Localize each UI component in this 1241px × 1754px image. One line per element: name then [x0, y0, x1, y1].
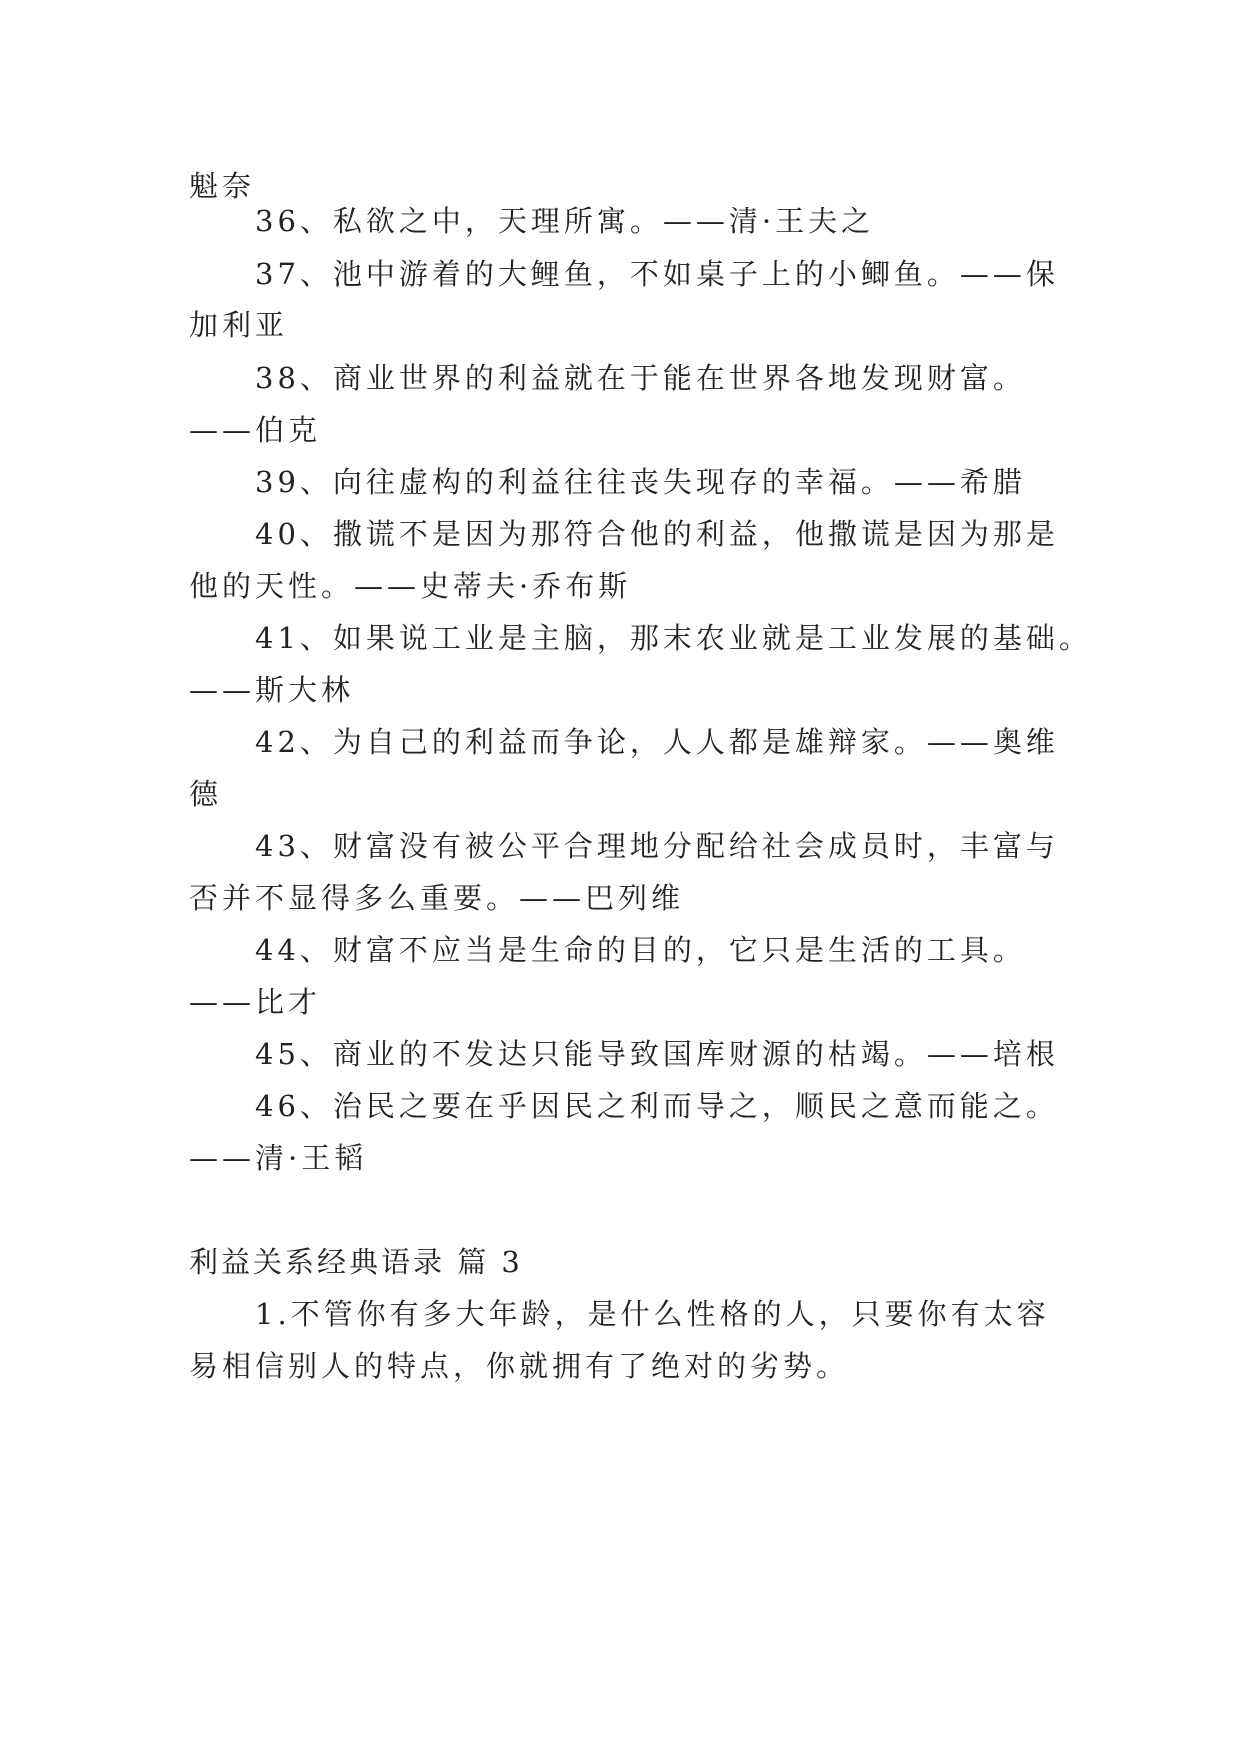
quote-line: 41、如果说工业是主脑，那末农业就是工业发展的基础。: [255, 621, 1092, 655]
text-line: 魁奈: [189, 169, 256, 203]
quote-line: 46、治民之要在乎因民之利而导之，顺民之意而能之。: [255, 1089, 1059, 1123]
text-line: ——清·王韬: [189, 1141, 368, 1175]
quote-line: 38、商业世界的利益就在于能在世界各地发现财富。: [255, 361, 1026, 395]
quote-line: 43、财富没有被公平合理地分配给社会成员时，丰富与: [255, 829, 1059, 863]
quote-line: 36、私欲之中，天理所寓。——清·王夫之: [255, 204, 875, 238]
quote-line: 42、为自己的利益而争论，人人都是雄辩家。——奥维: [255, 725, 1059, 759]
text-line: 德: [189, 777, 223, 811]
text-line: 易相信别人的特点，你就拥有了绝对的劣势。: [189, 1349, 850, 1383]
text-line: ——比才: [189, 985, 322, 1019]
text-line: ——伯克: [189, 413, 322, 447]
quote-line: 1.不管你有多大年龄，是什么性格的人，只要你有太容: [255, 1297, 1050, 1331]
quote-line: 40、撒谎不是因为那符合他的利益，他撒谎是因为那是: [255, 517, 1059, 551]
text-line: 否并不显得多么重要。——巴列维: [189, 881, 685, 915]
quote-line: 39、向往虚构的利益往往丧失现存的幸福。——希腊: [255, 465, 1026, 499]
text-line: 加利亚: [189, 308, 289, 342]
text-line: ——斯大林: [189, 673, 355, 707]
text-line: 他的天性。——史蒂夫·乔布斯: [189, 569, 632, 603]
quote-line: 45、商业的不发达只能导致国库财源的枯竭。——培根: [255, 1037, 1059, 1071]
section-heading: 利益关系经典语录 篇 3: [189, 1245, 523, 1279]
quote-line: 37、池中游着的大鲤鱼，不如桌子上的小鲫鱼。——保: [255, 257, 1059, 291]
quote-line: 44、财富不应当是生命的目的，它只是生活的工具。: [255, 933, 1026, 967]
